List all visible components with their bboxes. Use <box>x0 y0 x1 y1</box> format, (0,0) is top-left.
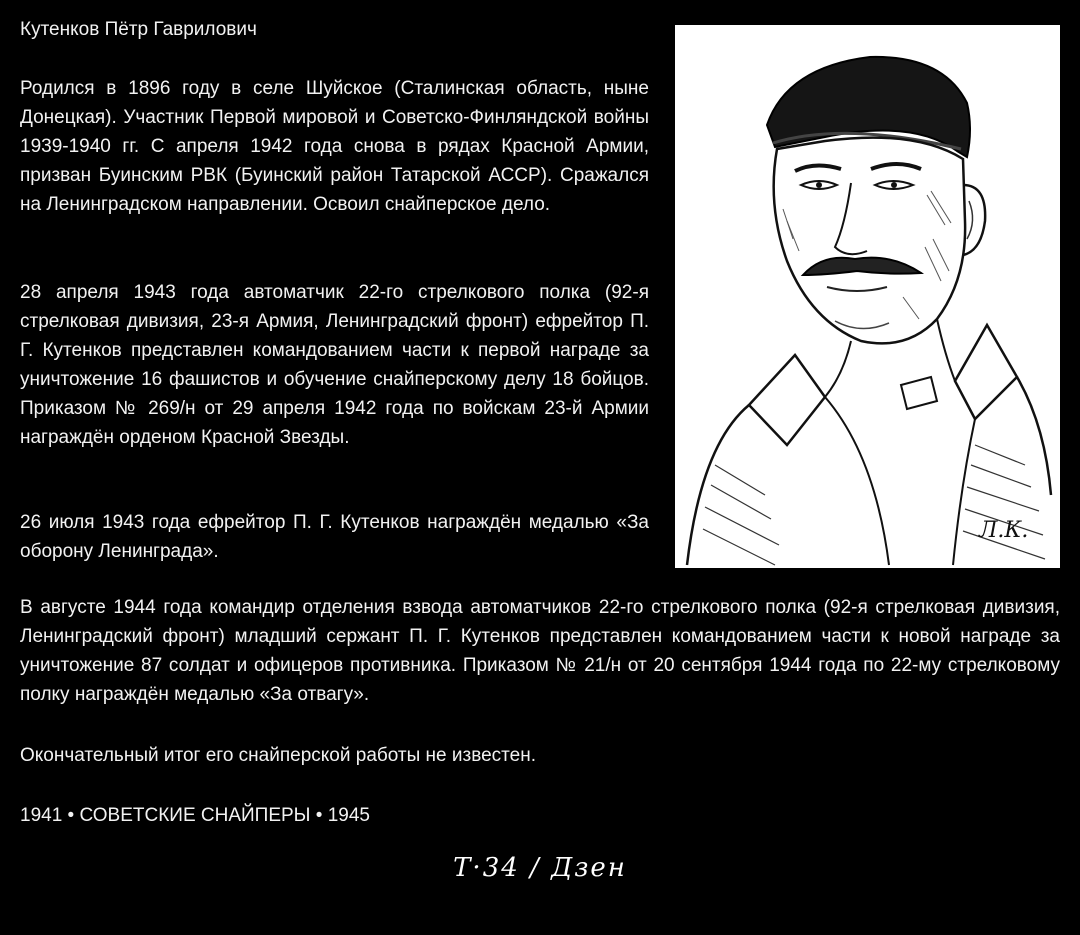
series-footer: 1941 • СОВЕТСКИЕ СНАЙПЕРЫ • 1945 <box>20 805 370 826</box>
artist-signature: Л.К. <box>979 518 1029 543</box>
biography-paragraph-4: В августе 1944 года командир отделения взвода автоматчиков 22-го стрелкового полка (92-я стрелковая дивизия, Ленинградский фронт) младший сержант П. Г. Кутенков представлен командованием части к новой награде за уничтожение 87 солдат и офицеров противника. Приказом № 21/н от 20 сентября 1944 года по 22-му стрелковому полку награждён медалью «За отвагу». <box>20 597 1060 705</box>
biography-paragraph-1: Родился в 1896 году в селе Шуйское (Сталинская область, ныне Донецкая). Участник Первой мировой и Советско-Финляндской войны 1939-1940 гг. С апреля 1942 года снова в рядах Красной Армии, призван Буинским РВК (Буинский район Татарской АССР). Сражался на Ленинградском направлении. Освоил снайперское дело. <box>20 78 649 215</box>
portrait-drawing <box>675 25 1060 568</box>
biography-paragraph-3: 26 июля 1943 года ефрейтор П. Г. Кутенков награждён медалью «За оборону Ленинграда». <box>20 512 649 562</box>
biography-paragraph-5: Окончательный итог его снайперской работы не известен. <box>20 745 536 766</box>
portrait-sketch <box>675 25 1060 568</box>
biography-paragraph-2: 28 апреля 1943 года автоматчик 22-го стрелкового полка (92-я стрелковая дивизия, 23-я Армия, Ленинградский фронт) ефрейтор П. Г. Кутенков представлен командованием части к первой награде за уничтожение 16 фашистов и обучение снайперскому делу 18 бойцов. Приказом № 269/н от 29 апреля 1942 года по войскам 23-й Армии награждён орденом Красной Звезды. <box>20 282 649 448</box>
page-title: Кутенков Пётр Гаврилович <box>20 19 257 40</box>
source-watermark: Т·34 / Дзен <box>453 853 627 883</box>
